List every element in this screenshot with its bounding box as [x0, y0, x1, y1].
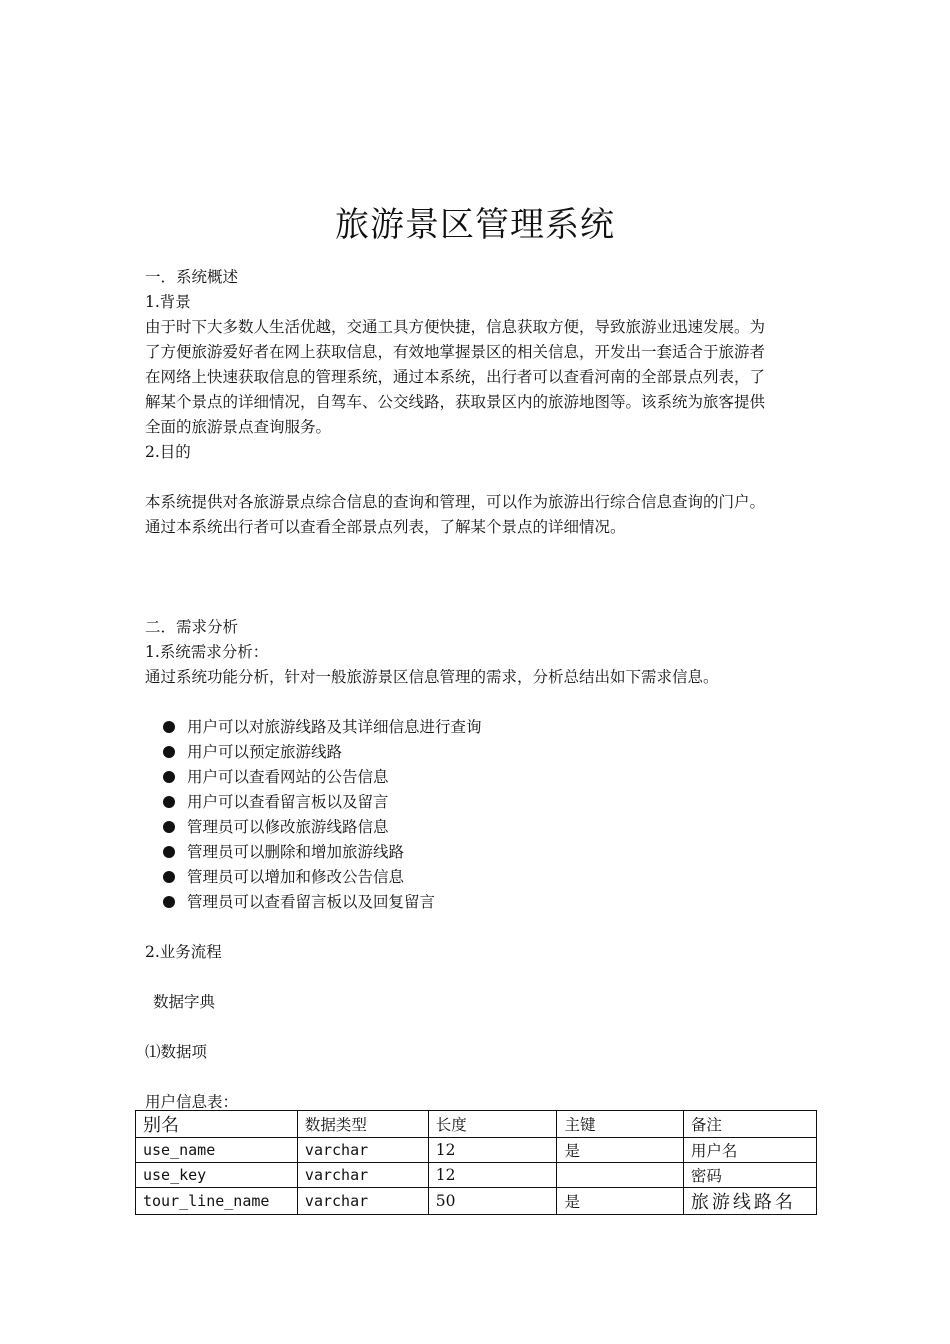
- purpose-heading: 2.目的: [145, 443, 191, 461]
- requirements-heading: 1.系统需求分析：: [145, 643, 269, 661]
- table-cell: 50: [428, 1188, 557, 1215]
- purpose-line: 本系统提供对各旅游景点综合信息的查询和管理，可以作为旅游出行综合信息查询的门户。: [145, 493, 766, 511]
- list-item: [163, 890, 817, 915]
- list-item-text: 管理员可以增加和修改公告信息: [187, 868, 405, 886]
- list-item-text: 用户可以查看留言板以及留言: [187, 793, 389, 811]
- table-cell: varchar: [297, 1163, 428, 1188]
- column-header-remark: 备注: [683, 1111, 816, 1138]
- bullet-icon: [163, 871, 175, 883]
- background-line: 在网络上快速获取信息的管理系统，通过本系统，出行者可以查看河南的全部景点列表，了: [145, 368, 766, 386]
- list-item-text: 管理员可以删除和增加旅游线路: [187, 843, 405, 861]
- table-cell: use_key: [136, 1163, 298, 1188]
- bullet-icon: [163, 721, 175, 733]
- background-line: 全面的旅游景点查询服务。: [145, 418, 332, 436]
- table-cell: 旅游线路名: [683, 1188, 816, 1215]
- list-item-text: 用户可以查看网站的公告信息: [187, 768, 389, 786]
- column-header-type: 数据类型: [297, 1111, 428, 1138]
- section1-heading: 一．系统概述: [145, 268, 239, 286]
- table-cell: 12: [428, 1138, 557, 1163]
- bullet-icon: [163, 796, 175, 808]
- column-header-length: 长度: [428, 1111, 557, 1138]
- user-info-table: [135, 1110, 817, 1215]
- purpose-line: 通过本系统出行者可以查看全部景点列表，了解某个景点的详细情况。: [145, 518, 626, 536]
- table-row: [136, 1163, 817, 1188]
- bullet-icon: [163, 821, 175, 833]
- list-item-text: 用户可以预定旅游线路: [187, 743, 343, 761]
- list-item: [163, 865, 817, 890]
- list-item-text: 用户可以对旅游线路及其详细信息进行查询: [187, 718, 482, 736]
- requirements-list: [145, 715, 817, 915]
- list-item-text: 管理员可以查看留言板以及回复留言: [187, 893, 436, 911]
- background-heading: 1.背景: [145, 293, 191, 311]
- background-line: 了方便旅游爱好者在网上获取信息，有效地掌握景区的相关信息，开发出一套适合于旅游者: [145, 343, 766, 361]
- document-title: 旅游景区管理系统: [335, 205, 615, 245]
- bullet-icon: [163, 771, 175, 783]
- table-cell: 密码: [683, 1163, 816, 1188]
- table-cell: tour_line_name: [136, 1188, 298, 1215]
- requirements-intro: 通过系统功能分析，针对一般旅游景区信息管理的需求，分析总结出如下需求信息。: [145, 668, 719, 686]
- table-cell: varchar: [297, 1138, 428, 1163]
- business-flow-heading: 2.业务流程: [145, 943, 222, 961]
- section2-heading: 二．需求分析: [145, 618, 239, 636]
- table-caption: 用户信息表：: [145, 1093, 239, 1111]
- list-item: [163, 765, 817, 790]
- table-cell: varchar: [297, 1188, 428, 1215]
- list-item-text: 管理员可以修改旅游线路信息: [187, 818, 389, 836]
- list-item: [163, 740, 817, 765]
- data-dictionary-heading: 数据字典: [153, 993, 216, 1011]
- table-cell: 12: [428, 1163, 557, 1188]
- list-item: [163, 790, 817, 815]
- background-line: 解某个景点的详细情况，自驾车、公交线路，获取景区内的旅游地图等。该系统为旅客提供: [145, 393, 766, 411]
- table-cell: [557, 1163, 683, 1188]
- list-item: [163, 715, 817, 740]
- table-cell: use_name: [136, 1138, 298, 1163]
- column-header-primary-key: 主键: [557, 1111, 683, 1138]
- table-row: [136, 1138, 817, 1163]
- table-cell: 用户名: [683, 1138, 816, 1163]
- table-cell: 是: [557, 1138, 683, 1163]
- table-row: [136, 1188, 817, 1215]
- table-header-row: [136, 1111, 817, 1138]
- bullet-icon: [163, 846, 175, 858]
- list-item: [163, 840, 817, 865]
- bullet-icon: [163, 896, 175, 908]
- data-items-heading: ⑴数据项: [145, 1043, 208, 1061]
- background-line: 由于时下大多数人生活优越，交通工具方便快捷，信息获取方便，导致旅游业迅速发展。为: [145, 318, 766, 336]
- bullet-icon: [163, 746, 175, 758]
- table-cell: 是: [557, 1188, 683, 1215]
- column-header-alias: 别名: [136, 1111, 298, 1138]
- document-body: [145, 265, 817, 1115]
- list-item: [163, 815, 817, 840]
